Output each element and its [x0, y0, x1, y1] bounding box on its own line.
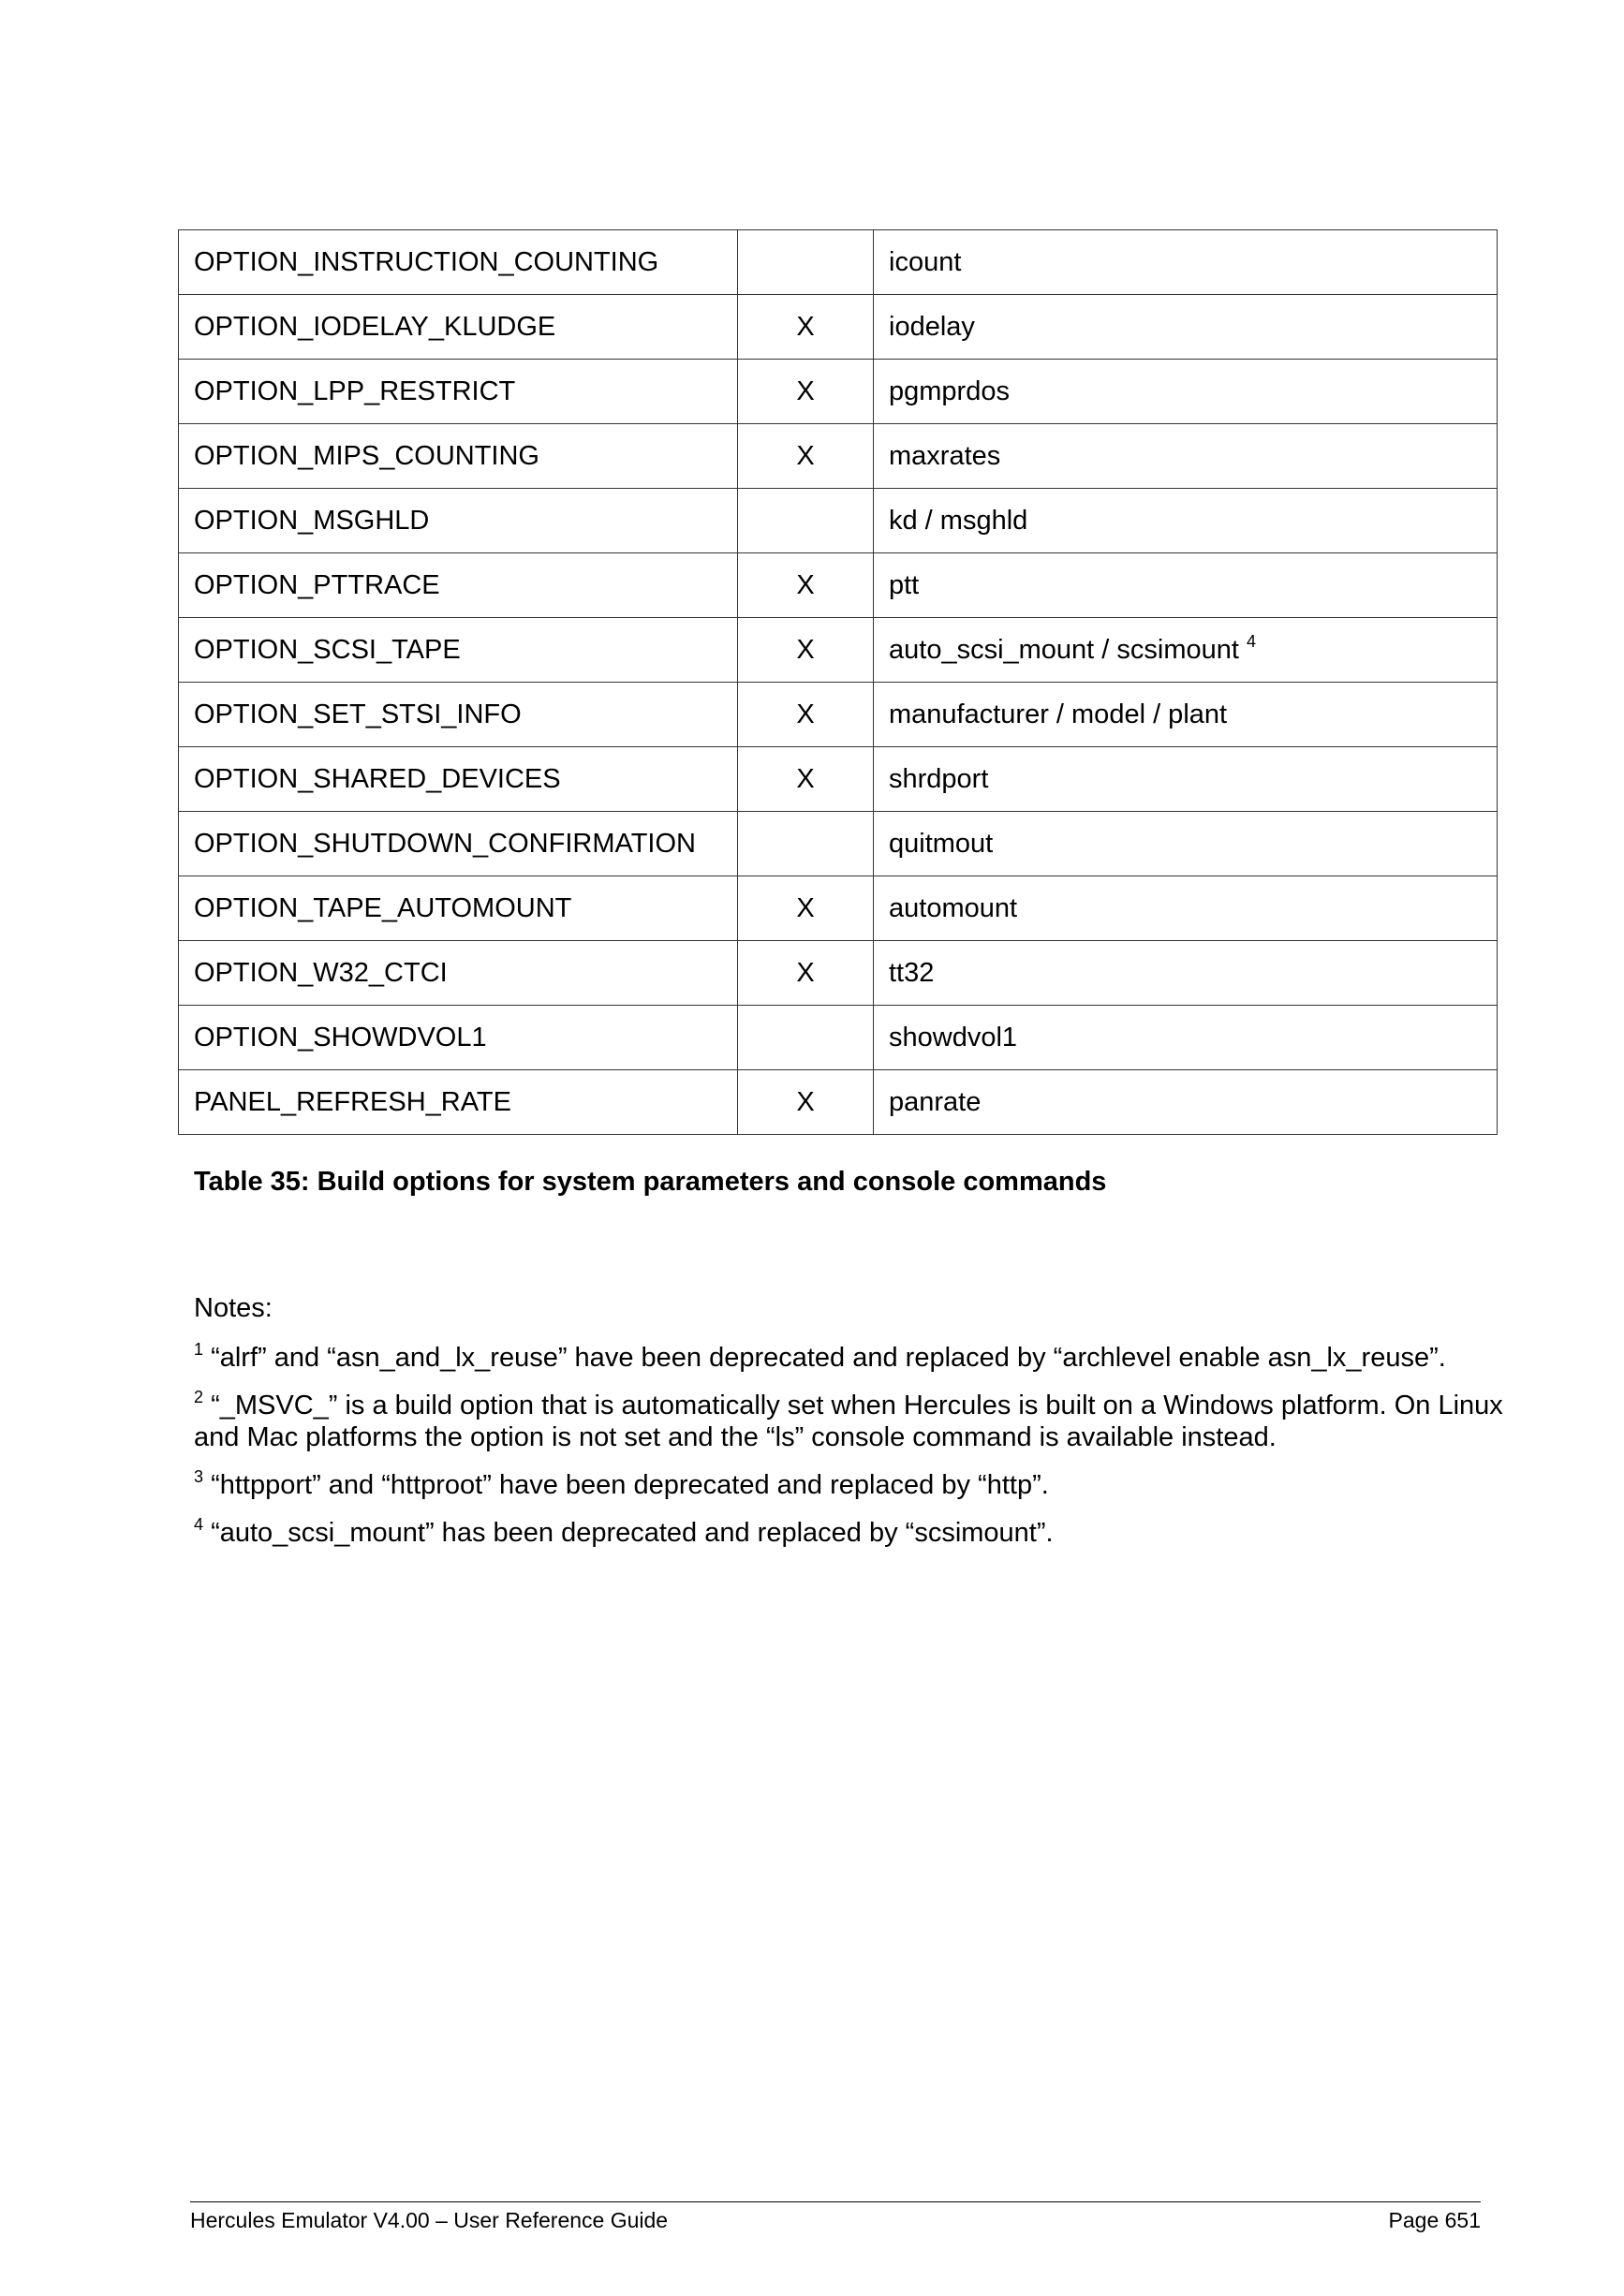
command-cell: iodelay	[874, 295, 1498, 360]
table-row	[179, 553, 1498, 618]
command-cell: shrdport	[874, 747, 1498, 812]
command-cell: quitmout	[874, 812, 1498, 876]
note-text: “httpport” and “httproot” have been deprecated and replaced by “http”.	[203, 1470, 1049, 1500]
option-name-cell: OPTION_TAPE_AUTOMOUNT	[179, 876, 738, 941]
table-row	[179, 941, 1498, 1006]
option-name-cell: OPTION_MIPS_COUNTING	[179, 424, 738, 489]
option-name-cell: OPTION_MSGHLD	[179, 489, 738, 553]
option-name-cell: OPTION_SHARED_DEVICES	[179, 747, 738, 812]
build-mark-cell: X	[738, 747, 874, 812]
notes-section	[194, 1292, 1505, 1565]
option-name-cell: OPTION_IODELAY_KLUDGE	[179, 295, 738, 360]
build-mark-cell	[738, 812, 874, 876]
footnote-ref: 4	[1247, 631, 1257, 651]
build-mark-cell: X	[738, 1070, 874, 1135]
page-footer	[190, 2201, 1481, 2233]
build-mark-cell: X	[738, 424, 874, 489]
page-number: Page 651	[1388, 2208, 1481, 2232]
note-item	[194, 1469, 1505, 1501]
table-row	[179, 618, 1498, 683]
note-item	[194, 1517, 1505, 1549]
table-row	[179, 812, 1498, 876]
notes-list	[194, 1342, 1505, 1549]
command-cell: showdvol1	[874, 1006, 1498, 1070]
option-name-cell: OPTION_SCSI_TAPE	[179, 618, 738, 683]
build-mark-cell	[738, 230, 874, 295]
command-cell: auto_scsi_mount / scsimount $^4$	[874, 618, 1498, 683]
table-row	[179, 1006, 1498, 1070]
note-text: “_MSVC_” is a build option that is automatically set when Hercules is built on a Windows platform. On Linux and Mac platforms the option is not set and the “ls” console command is available instead.	[194, 1391, 1503, 1452]
table-caption: Table 35: Build options for system parameters and console commands	[194, 1167, 1107, 1197]
note-text: “alrf” and “asn_and_lx_reuse” have been deprecated and replaced by “archlevel enable asn_lx_reuse”.	[203, 1343, 1446, 1373]
table-row	[179, 747, 1498, 812]
note-item	[194, 1342, 1505, 1374]
build-mark-cell	[738, 489, 874, 553]
option-name-cell: OPTION_PTTRACE	[179, 553, 738, 618]
table-row	[179, 295, 1498, 360]
command-cell: icount	[874, 230, 1498, 295]
table-body	[179, 230, 1498, 1135]
build-mark-cell: X	[738, 876, 874, 941]
command-cell: ptt	[874, 553, 1498, 618]
table-row	[179, 230, 1498, 295]
table-row	[179, 360, 1498, 424]
build-mark-cell: X	[738, 618, 874, 683]
command-cell: automount	[874, 876, 1498, 941]
table-row	[179, 424, 1498, 489]
option-name-cell: OPTION_SHUTDOWN_CONFIRMATION	[179, 812, 738, 876]
build-options-table	[178, 229, 1498, 1135]
note-number: 2	[194, 1388, 204, 1406]
command-cell: manufacturer / model / plant	[874, 683, 1498, 747]
build-mark-cell: X	[738, 553, 874, 618]
option-name-cell: OPTION_INSTRUCTION_COUNTING	[179, 230, 738, 295]
option-name-cell: OPTION_W32_CTCI	[179, 941, 738, 1006]
build-mark-cell: X	[738, 360, 874, 424]
option-name-cell: OPTION_SHOWDVOL1	[179, 1006, 738, 1070]
table-row	[179, 489, 1498, 553]
build-mark-cell: X	[738, 941, 874, 1006]
note-number: 4	[194, 1515, 204, 1534]
table-row	[179, 683, 1498, 747]
option-name-cell: OPTION_LPP_RESTRICT	[179, 360, 738, 424]
command-cell: pgmprdos	[874, 360, 1498, 424]
command-cell: tt32	[874, 941, 1498, 1006]
note-number: 1	[194, 1340, 204, 1359]
build-mark-cell: X	[738, 683, 874, 747]
command-cell: kd / msghld	[874, 489, 1498, 553]
note-item	[194, 1390, 1505, 1453]
command-cell: maxrates	[874, 424, 1498, 489]
note-text: “auto_scsi_mount” has been deprecated and replaced by “scsimount”.	[203, 1518, 1054, 1548]
note-number: 3	[194, 1467, 204, 1486]
build-mark-cell	[738, 1006, 874, 1070]
table-row	[179, 1070, 1498, 1135]
notes-heading: Notes:	[194, 1293, 273, 1323]
build-mark-cell: X	[738, 295, 874, 360]
footer-title: Hercules Emulator V4.00 – User Reference Guide	[190, 2208, 669, 2232]
option-name-cell: OPTION_SET_STSI_INFO	[179, 683, 738, 747]
option-name-cell: PANEL_REFRESH_RATE	[179, 1070, 738, 1135]
command-cell: panrate	[874, 1070, 1498, 1135]
table-row	[179, 876, 1498, 941]
